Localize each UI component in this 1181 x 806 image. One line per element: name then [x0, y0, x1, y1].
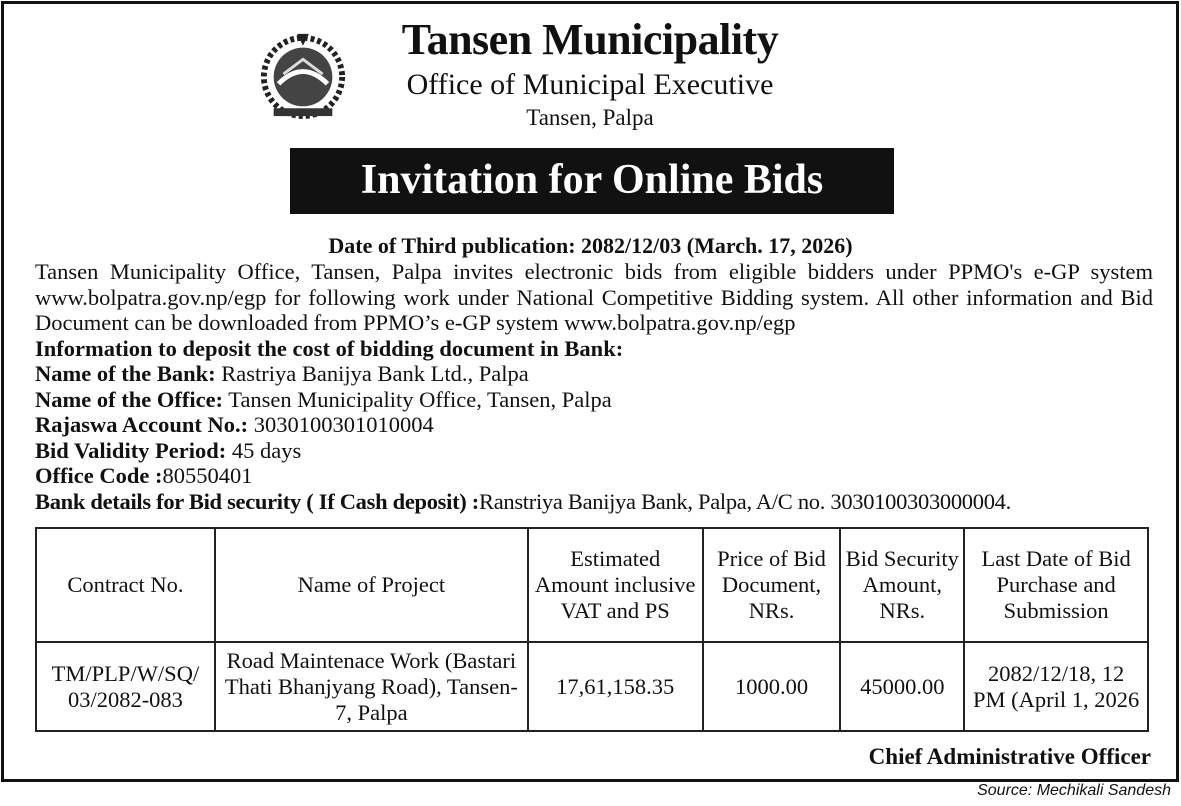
header-contract-no: Contract No.: [36, 528, 215, 642]
cell-bid-document-price: 1000.00: [703, 642, 841, 731]
detail-bank: [35, 361, 1153, 387]
table-header-row: [36, 528, 1148, 642]
source-credit: Source: Mechikali Sandesh: [977, 782, 1171, 799]
detail-label: Bank details for Bid security ( If Cash deposit) :: [35, 488, 479, 514]
office-location: Tansen, Palpa: [526, 105, 654, 130]
bid-table: [35, 527, 1149, 732]
notice-banner: Invitation for Online Bids: [290, 148, 894, 214]
detail-label: Rajaswa Account No.:: [35, 412, 249, 437]
detail-value: Ranstriya Banijya Bank, Palpa, A/C no. 3030100303000004.: [479, 488, 1011, 514]
detail-office-code: [35, 463, 1153, 489]
header-estimated-amount: Estimated Amount inclusive VAT and PS: [528, 528, 703, 642]
cell-contract-no: TM/PLP/W/SQ/ 03/2082-083: [36, 642, 215, 731]
header-project-name: Name of Project: [215, 528, 528, 642]
detail-value: 80550401: [162, 463, 253, 488]
cell-last-date: 2082/12/18, 12 PM (April 1, 2026: [964, 642, 1148, 731]
detail-value: Tansen Municipality Office, Tansen, Palpa: [223, 386, 612, 412]
organization-title: Tansen Municipality: [401, 15, 779, 64]
deposit-heading: [35, 336, 1153, 362]
table-row: [36, 642, 1148, 731]
cell-project-name: Road Maintenace Work (Bastari Thati Bhanjyang Road), Tansen-7, Palpa: [215, 642, 528, 731]
header-bid-document-price: Price of Bid Document, NRs.: [703, 528, 841, 642]
cell-bid-security: 45000.00: [840, 642, 964, 731]
header-last-date: Last Date of Bid Purchase and Submission: [964, 528, 1148, 642]
detail-bid-security: [35, 489, 1153, 515]
detail-label: Name of the Office:: [35, 386, 224, 412]
cell-estimated-amount: 17,61,158.35: [528, 642, 703, 731]
publication-date: Date of Third publication: 2082/12/03 (March. 17, 2026): [328, 233, 853, 258]
notice-body: [35, 259, 1176, 514]
detail-label: Office Code :: [35, 463, 163, 488]
detail-label: Name of the Bank:: [35, 361, 216, 386]
detail-office: [35, 387, 1153, 413]
office-name: Office of Municipal Executive: [406, 68, 774, 101]
detail-value: Rastriya Banijya Bank Ltd., Palpa: [215, 361, 529, 386]
intro-paragraph: Tansen Municipality Office, Tansen, Palpa invites electronic bids from eligible bidders under PPMO's e-GP system www.bolpatra.gov.np/egp for following work under National Competitive Bidding system. All other information and Bid Document can be downloaded from PPMO’s e-GP system www.bolpatra.gov.np/egp: [35, 259, 1176, 335]
detail-account: [35, 412, 1153, 438]
detail-label: Bid Validity Period:: [35, 437, 227, 463]
signature-title: Chief Administrative Officer: [868, 744, 1151, 769]
deposit-heading-text: Information to deposit the cost of bidding document in Bank:: [35, 335, 624, 361]
detail-value: 3030100301010004: [248, 412, 434, 437]
detail-validity: [35, 438, 1153, 464]
header-bid-security: Bid Security Amount, NRs.: [840, 528, 964, 642]
detail-value: 45 days: [226, 437, 302, 463]
